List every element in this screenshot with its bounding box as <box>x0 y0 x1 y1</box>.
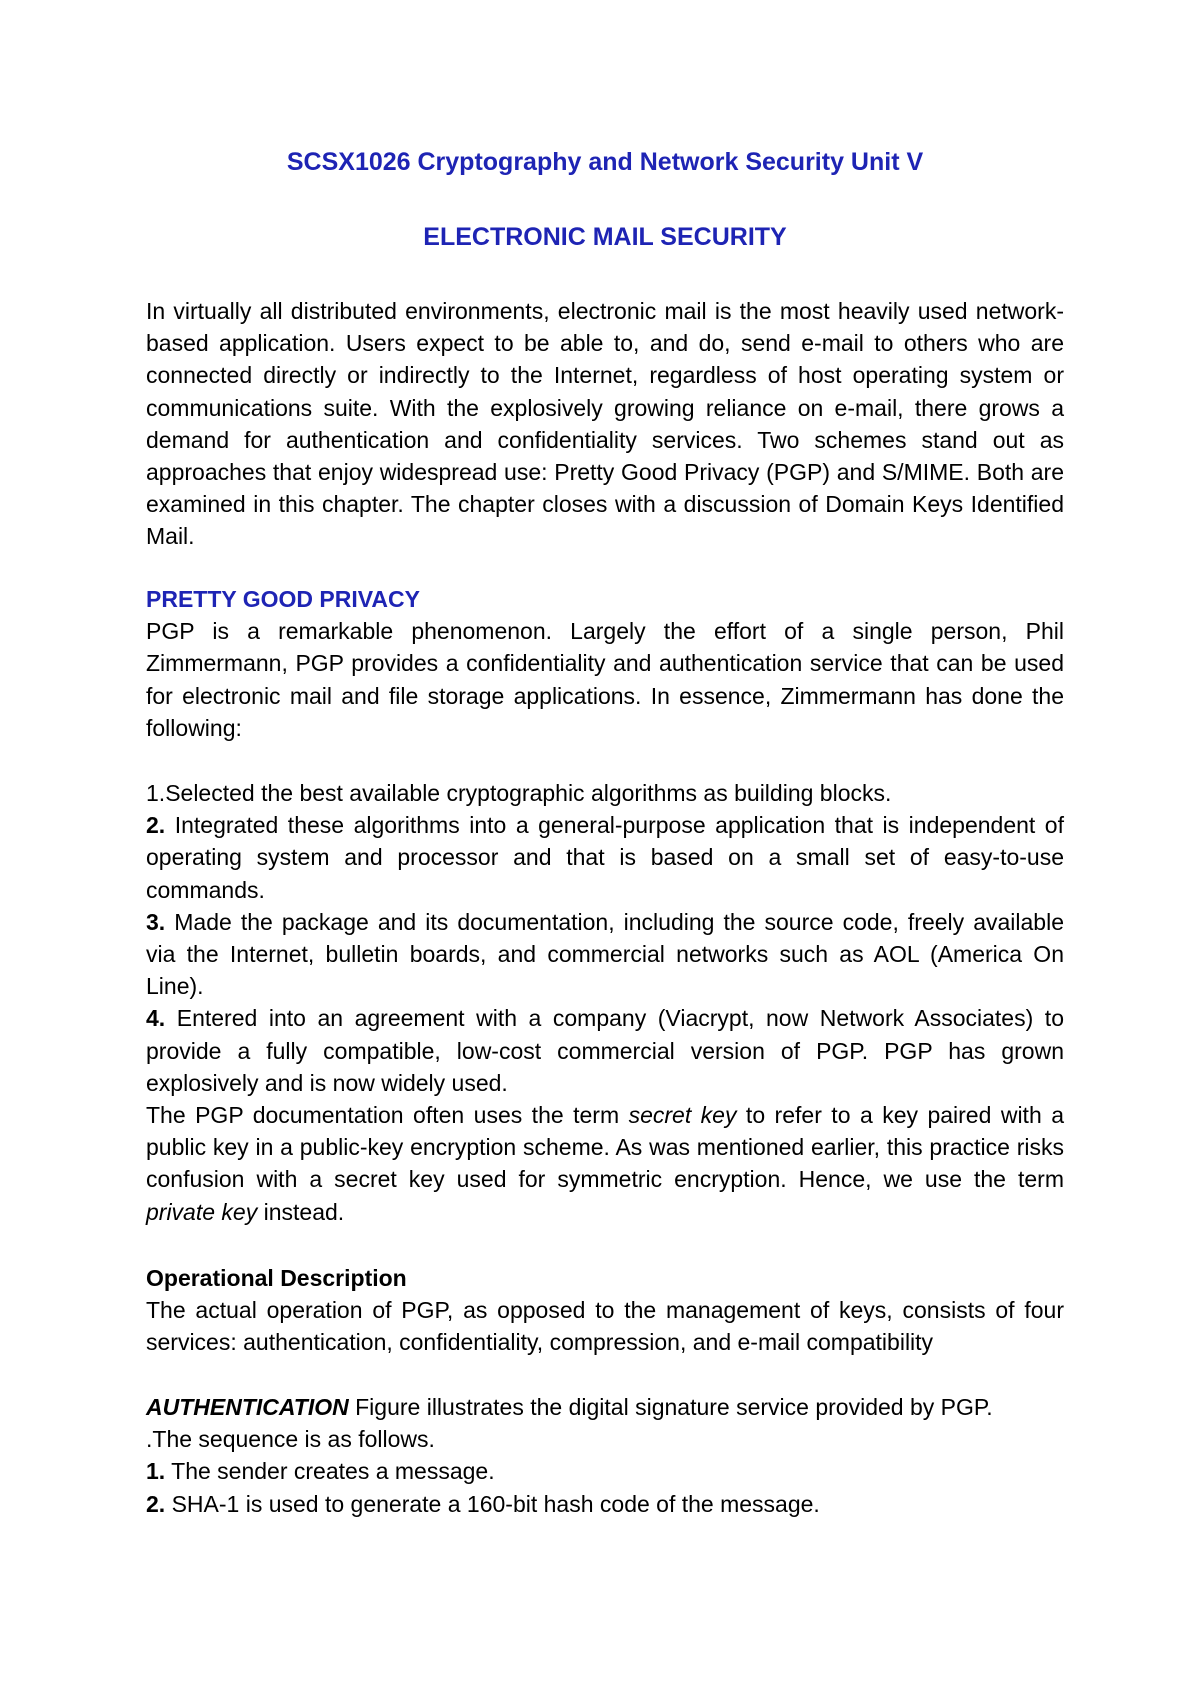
authentication-sequence: .The sequence is as follows. <box>146 1426 435 1453</box>
list-item-number: 4. <box>146 1005 166 1032</box>
pgp-paragraph: PGP is a remarkable phenomenon. Largely the effort of a single person, Phil Zimmermann, PGP provides a confidentiality and authentication service that can be used for electronic mail and file storage applications. In essence, Zimmermann has done the following: <box>146 618 1064 741</box>
list-item-number: 2. <box>146 812 166 839</box>
list-item-text: The sender creates a message. <box>165 1458 495 1485</box>
operational-heading: Operational Description <box>146 1265 407 1291</box>
pgp-heading: PRETTY GOOD PRIVACY <box>146 586 420 612</box>
chapter-title: ELECTRONIC MAIL SECURITY <box>423 223 787 251</box>
list-item-number: 3. <box>146 908 166 935</box>
term-private-key: private key <box>146 1198 258 1225</box>
key-terminology-note: The PGP documentation often uses the term secret key to refer to a key paired with a public key in a public-key encryption scheme. As was mentioned earlier, this practice risks confusion with a secret key used for symmetric encryption. Hence, we use the term private key instead. <box>146 1102 1064 1225</box>
term-secret-key: secret key <box>628 1102 737 1129</box>
list-item-text: Integrated these algorithms into a general-purpose application that is independent of operating system and processor and that is based on a small set of easy-to-use commands. <box>146 812 1064 903</box>
list-item <box>146 809 1064 906</box>
pgp-list <box>146 777 1064 1228</box>
authentication-label: AUTHENTICATION <box>146 1394 349 1420</box>
pgp-section <box>146 583 1064 744</box>
list-item-text: SHA-1 is used to generate a 160-bit hash code of the message. <box>165 1490 820 1517</box>
document-title: SCSX1026 Cryptography and Network Security Unit V <box>286 148 924 176</box>
list-item <box>146 1488 1064 1520</box>
intro-paragraph: In virtually all distributed environments, electronic mail is the most heavily used network-based application. Users expect to be able to, and do, send e-mail to others who are connected directly or indirectly to the Internet, regardless of host operating system or communications suite. With the explosively growing reliance on e-mail, there grows a demand for authentication and confidentiality services. Two schemes stand out as approaches that enjoy widespread use: Pretty Good Privacy (PGP) and S/MIME. Both are examined in this chapter. The chapter closes with a discussion of Domain Keys Identified Mail. <box>146 298 1064 550</box>
list-item <box>146 1455 1064 1487</box>
list-item-text: Selected the best available cryptographic algorithms as building blocks. <box>165 780 892 806</box>
list-item-text: Made the package and its documentation, including the source code, freely available via the Internet, bulletin boards, and commercial networks such as AOL (America On Line). <box>146 908 1064 1000</box>
operational-section <box>146 1262 1064 1359</box>
list-item <box>146 777 1064 809</box>
list-item-number: 1. <box>146 1458 166 1485</box>
list-item <box>146 906 1064 1003</box>
list-item-number: 2. <box>146 1490 166 1517</box>
authentication-section <box>146 1391 1064 1520</box>
list-item-text: Entered into an agreement with a company (Viacrypt, now Network Associates) to provide a fully compatible, low-cost commercial version of PGP. PGP has grown explosively and is now widely used. <box>146 1005 1064 1096</box>
operational-paragraph: The actual operation of PGP, as opposed to the management of keys, consists of four services: authentication, confidentiality, compression, and e-mail compatibility <box>146 1297 1064 1356</box>
authentication-intro: AUTHENTICATION Figure illustrates the digital signature service provided by PGP. <box>146 1394 993 1420</box>
list-item <box>146 1002 1064 1099</box>
list-item-number: 1. <box>146 780 166 806</box>
